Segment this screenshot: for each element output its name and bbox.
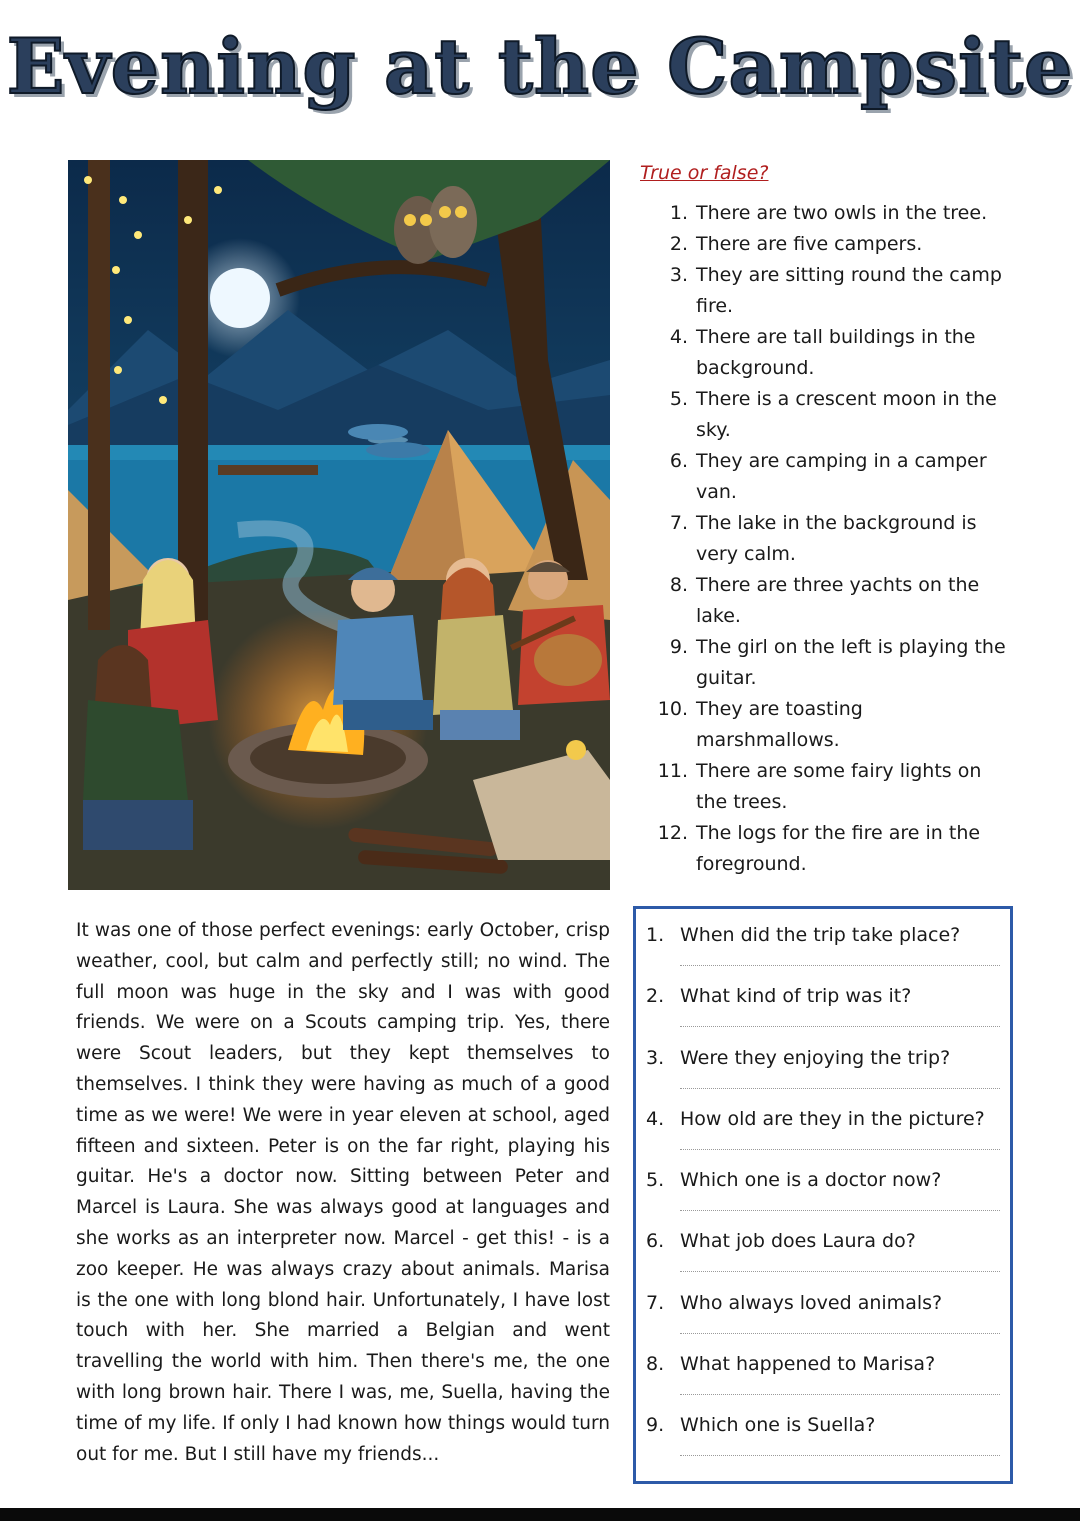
answer-line[interactable] [680, 1331, 1000, 1334]
tf-item-text: There are tall buildings in the background. [696, 326, 976, 379]
answer-line[interactable] [680, 1269, 1000, 1272]
question-number: 6. [646, 1230, 665, 1253]
page-title: Evening at the Campsite [6, 22, 1074, 111]
tf-item [640, 694, 1020, 756]
tf-item-number: 1. [669, 202, 688, 224]
question-item [646, 1289, 1000, 1350]
question-item [646, 1227, 1000, 1288]
true-false-heading: True or false? [640, 162, 769, 184]
tf-item-text: There are five campers. [696, 233, 923, 255]
question-number: 2. [646, 985, 665, 1008]
answer-line[interactable] [680, 1208, 1000, 1211]
tf-item-text: The lake in the background is very calm. [696, 512, 977, 565]
answer-line[interactable] [680, 1392, 1000, 1395]
question-item [646, 982, 1000, 1043]
question-text: Which one is Suella? [680, 1414, 876, 1437]
question-item [646, 1411, 1000, 1472]
answer-line[interactable] [680, 1086, 1000, 1089]
tf-item-number: 3. [669, 264, 688, 286]
tf-item-number: 8. [669, 574, 688, 596]
question-item [646, 1044, 1000, 1105]
tf-item [640, 570, 1020, 632]
answer-line[interactable] [680, 1147, 1000, 1150]
tf-item [640, 818, 1020, 880]
question-item [646, 921, 1000, 982]
tf-item-number: 4. [669, 326, 688, 348]
answer-line[interactable] [680, 963, 1000, 966]
question-number: 1. [646, 924, 665, 946]
bottom-bar [0, 1508, 1080, 1521]
true-false-section [640, 162, 1020, 880]
tf-item-number: 11. [657, 760, 688, 782]
question-text: What kind of trip was it? [680, 985, 912, 1008]
tf-item-text: They are sitting round the camp fire. [696, 264, 1002, 317]
question-number: 7. [646, 1291, 665, 1314]
answer-line[interactable] [680, 1024, 1000, 1027]
tf-item-number: 2. [669, 233, 688, 255]
tf-item-number: 7. [669, 512, 688, 534]
question-text: Were they enjoying the trip? [680, 1046, 951, 1069]
tf-item-number: 10. [657, 698, 688, 720]
tf-item [640, 198, 1020, 229]
tf-item [640, 632, 1020, 694]
tf-item-text: They are camping in a camper van. [696, 450, 987, 503]
question-item [646, 1350, 1000, 1411]
question-number: 4. [646, 1107, 665, 1130]
question-number: 3. [646, 1046, 665, 1069]
question-number: 8. [646, 1353, 665, 1376]
question-item [646, 1105, 1000, 1166]
tf-item [640, 756, 1020, 818]
question-number: 9. [646, 1414, 665, 1437]
tf-item [640, 260, 1020, 322]
tf-item-text: They are toasting marshmallows. [696, 698, 863, 751]
tf-item-text: There are two owls in the tree. [696, 202, 988, 224]
tf-item-text: There is a crescent moon in the sky. [696, 388, 997, 441]
question-text: Who always loved animals? [680, 1291, 943, 1314]
question-text: What job does Laura do? [680, 1230, 916, 1253]
tf-item-text: There are three yachts on the lake. [696, 574, 980, 627]
question-number: 5. [646, 1169, 665, 1192]
tf-item [640, 384, 1020, 446]
tf-item [640, 508, 1020, 570]
question-text: What happened to Marisa? [680, 1353, 936, 1376]
tf-item [640, 446, 1020, 508]
campsite-illustration [68, 160, 610, 890]
tf-item-number: 5. [669, 388, 688, 410]
tf-item-number: 6. [669, 450, 688, 472]
tf-item [640, 322, 1020, 384]
tf-item-text: There are some fairy lights on the trees. [696, 760, 982, 813]
tf-item [640, 229, 1020, 260]
comprehension-questions-box [633, 906, 1013, 1484]
answer-line[interactable] [680, 1453, 1000, 1456]
question-text: How old are they in the picture? [680, 1107, 985, 1130]
true-false-list [640, 198, 1020, 880]
story-text: It was one of those perfect evenings: early October, crisp weather, cool, but calm and perfectly still; no wind. The full moon was huge in the sky and I was with good friends. We were on a Scouts camping trip. Yes, there were Scout leaders, but they kept themselves to themselves. I think they were having as much of a good time as we were! We were in year eleven at school, aged fifteen and sixteen. Peter is on the far right, playing his guitar. He's a doctor now. Sitting between Peter and Marcel is Laura. She was always good at languages and she works as an interpreter now. Marcel - get this! - is a zoo keeper. He was always crazy about animals. Marisa is the one with long blond hair. Unfortunately, I have lost touch with her. She married a Belgian and went travelling the world with him. Then there's me, the one with long brown hair. There I was, me, Suella, having the time of my life. If only I had known how things would turn out for me. But I still have my friends... [76, 920, 610, 1465]
tf-item-number: 12. [657, 822, 688, 844]
question-text: When did the trip take place? [680, 924, 961, 946]
question-item [646, 1166, 1000, 1227]
question-text: Which one is a doctor now? [680, 1169, 942, 1192]
tf-item-text: The logs for the fire are in the foreground. [696, 822, 981, 875]
tf-item-number: 9. [669, 636, 688, 658]
tf-item-text: The girl on the left is playing the guitar. [696, 636, 1006, 689]
